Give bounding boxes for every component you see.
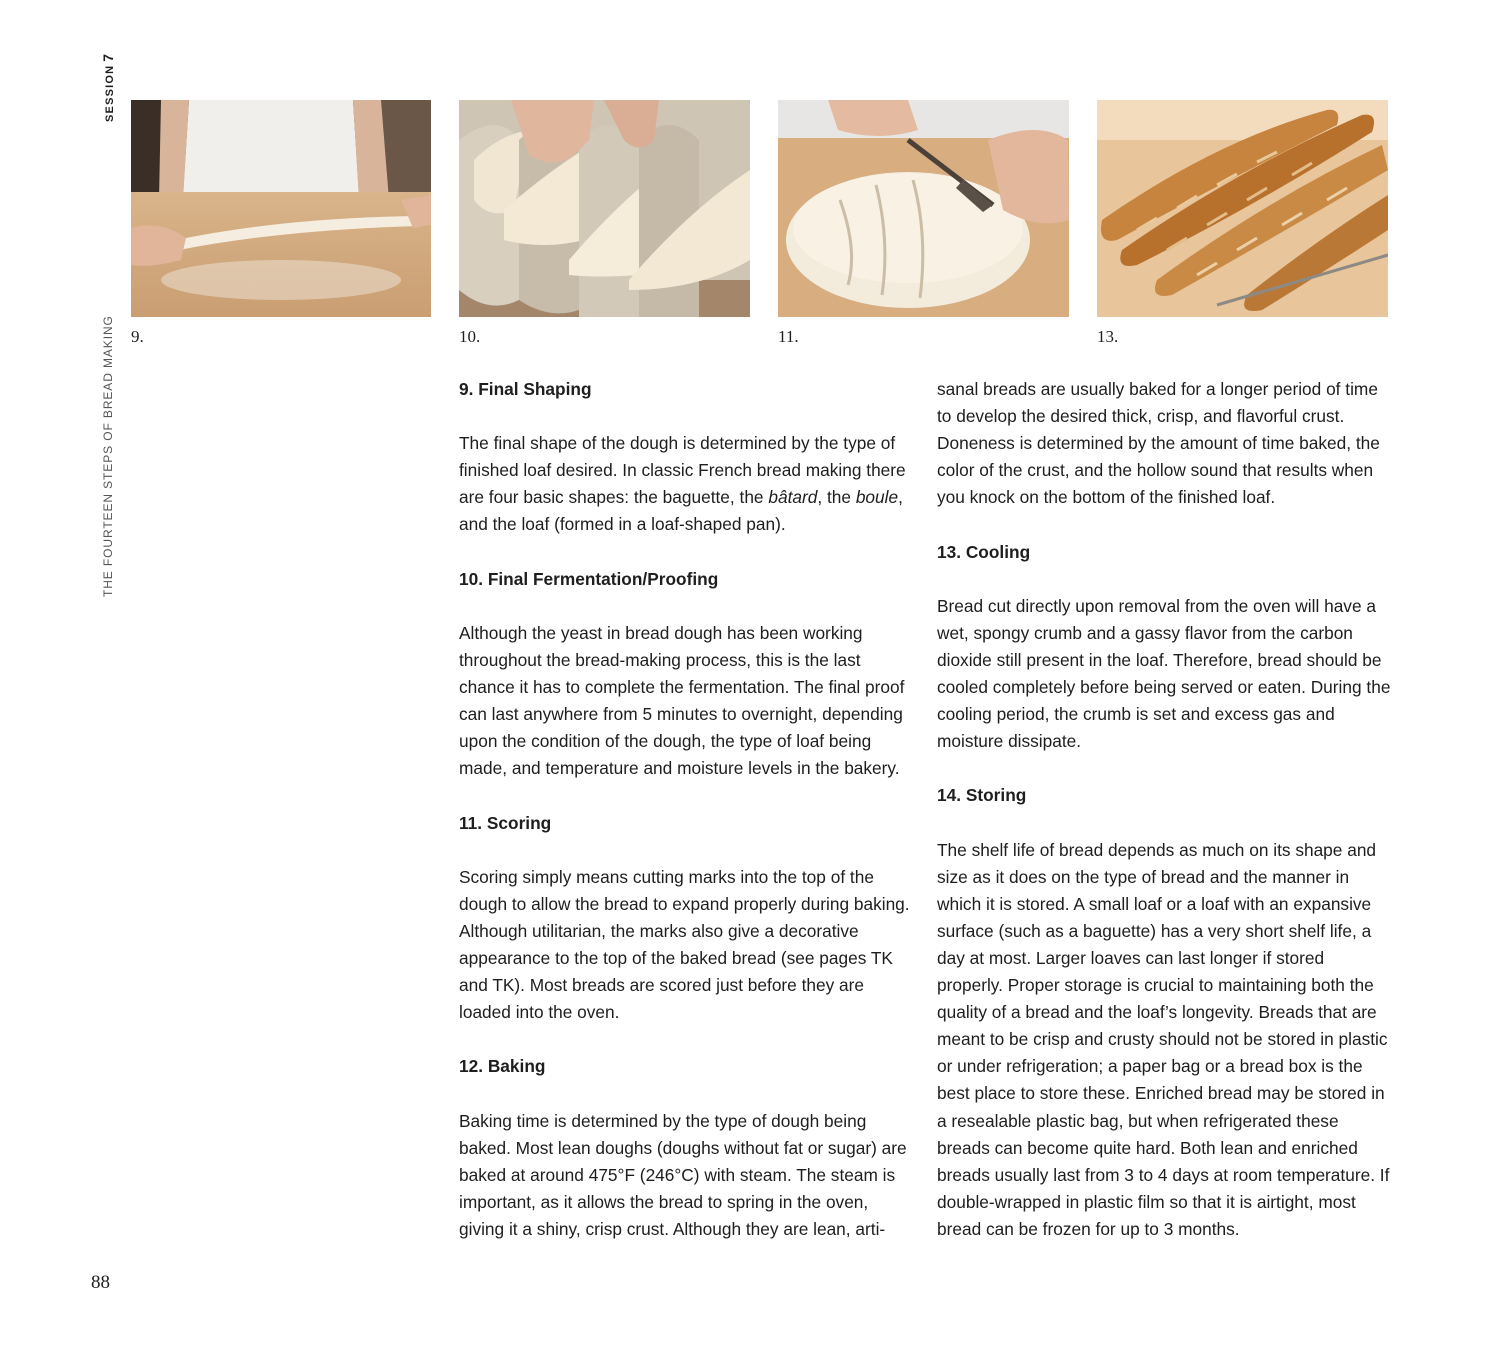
photo-scoring	[778, 100, 1069, 317]
running-header-chapter-title: THE FOURTEEN STEPS OF BREAD MAKING	[101, 315, 115, 597]
section-body: Although the yeast in bread dough has been working throughout the bread-making process, this is the last chance it has to complete the fermentation. The final proof can last anywhere from 5 minutes to overnight, depending upon the condition of the dough, the type of loaf being made, and temperature and moisture levels in the bakery.	[459, 622, 905, 779]
session-label: SESSION	[104, 64, 116, 122]
photo-cooling	[1097, 100, 1388, 317]
text-column-left	[459, 376, 914, 1243]
section-body: The shelf life of bread depends as much on its shape and size as it does on the type of bread and the manner in which it is stored. A small loaf or a loaf with an expansive surface (such as a baguette) has a very short shelf life, a day at most. Larger loaves can last longer if stored properly. Proper storage is crucial to maintaining both the quality of a bread and the loaf’s longevity. Breads that are meant to be crisp and crusty should not be stored in plastic or under refrigeration; a paper bag or a bread box is the best place to store these. Enriched bread may be stored in a resealable plastic bag, but when refrigerated these breads can become quite hard. Both lean and enriched breads usually last from 3 to 4 days at room temperature. If double-wrapped in plastic film so that it is airtight, most bread can be frozen for up to 3 months.	[937, 839, 1390, 1239]
photo-caption: 9.	[131, 327, 144, 346]
section-body-continued: sanal breads are usually baked for a longer period of time to develop the desired thick, crisp, and flavorful crust. Doneness is determined by the amount of time baked, the color of the crust, and the hollow sound that results when you knock on the bottom of the finished loaf.	[937, 379, 1380, 508]
section-heading: 9. Final Shaping	[459, 379, 592, 399]
section-heading: 14. Storing	[937, 785, 1027, 806]
photo-final-shaping	[131, 100, 431, 317]
section-body: Baking time is determined by the type of dough being baked. Most lean doughs (doughs without fat or sugar) are baked at around 475°F (246°C) with steam. The steam is important, as it allows the bread to spring in the oven, giving it a shiny, crisp crust. Although they are lean, arti-	[459, 1110, 907, 1239]
page-number: 88	[91, 1272, 110, 1293]
section-heading: 12. Baking	[459, 1056, 546, 1077]
section-heading: 11. Scoring	[459, 812, 552, 833]
section-heading: 10. Final Fermentation/Proofing	[459, 568, 719, 589]
photo-caption: 13.	[1097, 327, 1119, 346]
section-body: The final shape of the dough is determined by the type of finished loaf desired. In classic French bread making there are four basic shapes: the baguette, the bâtard, the boule, and the loaf (formed in a loaf-shaped pan).	[459, 433, 906, 535]
section-body: Scoring simply means cutting marks into the top of the dough to allow the bread to expand properly during baking. Although utilitarian, the marks also give a decorative appearance to the top of the baked bread (see pages TK and TK). Most breads are scored just before they are loaded into the oven.	[459, 866, 910, 1023]
photo-caption: 10.	[459, 327, 481, 346]
text-column-right	[937, 376, 1392, 1243]
section-heading: 13. Cooling	[937, 541, 1031, 562]
photo-final-fermentation	[459, 100, 750, 317]
running-header-session	[100, 53, 116, 122]
photo-caption: 11.	[778, 327, 799, 346]
section-body: Bread cut directly upon removal from the oven will have a wet, spongy crumb and a gassy flavor from the carbon dioxide still present in the loaf. Therefore, bread should be cooled completely before being served or eaten. During the cooling period, the crumb is set and excess gas and moisture dissipate.	[937, 595, 1391, 752]
session-number: 7	[100, 52, 116, 62]
